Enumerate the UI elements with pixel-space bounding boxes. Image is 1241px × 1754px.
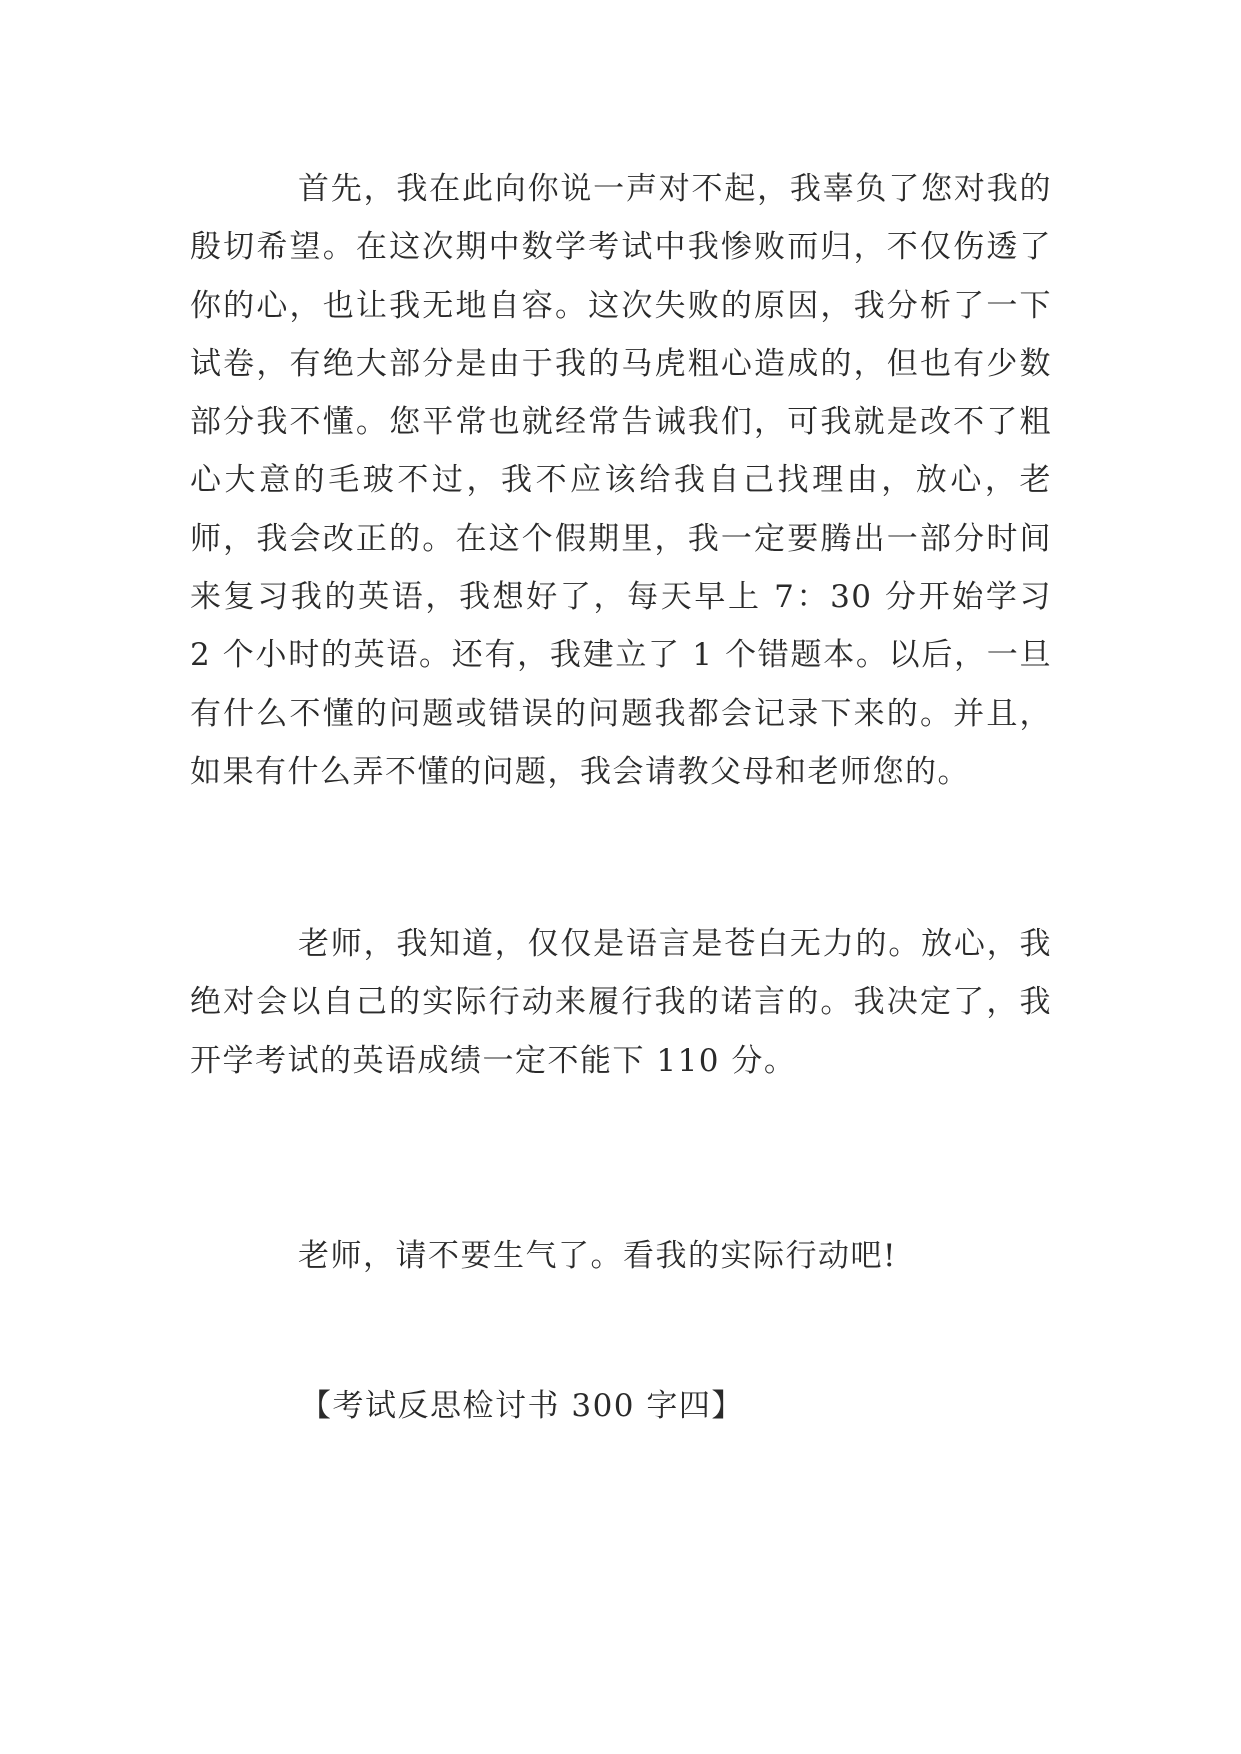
- paragraph-promise: 老师，我知道，仅仅是语言是苍白无力的。放心，我绝对会以自己的实际行动来履行我的诺言的。我决定了，我开学考试的英语成绩一定不能下 110 分。: [190, 926, 1052, 1079]
- paragraph-apology: 首先，我在此向你说一声对不起，我辜负了您对我的殷切希望。在这次期中数学考试中我惨败而归，不仅伤透了你的心，也让我无地自容。这次失败的原因，我分析了一下试卷，有绝大部分是由于我的马虎粗心造成的，但也有少数部分我不懂。您平常也就经常告诫我们，可我就是改不了粗心大意的毛玻不过，我不应该给我自己找理由，放心，老师，我会改正的。在这个假期里，我一定要腾出一部分时间来复习我的英语，我想好了，每天早上 7：30 分开始学习 2 个小时的英语。还有，我建立了 1 个错题本。以后，一旦有什么不懂的问题或错误的问题我都会记录下来的。并且，如果有什么弄不懂的问题，我会请教父母和老师您的。: [190, 171, 1052, 790]
- section-heading: 【考试反思检讨书 300 字四】: [300, 1388, 744, 1424]
- paragraph-closing: 老师，请不要生气了。看我的实际行动吧!: [298, 1238, 897, 1274]
